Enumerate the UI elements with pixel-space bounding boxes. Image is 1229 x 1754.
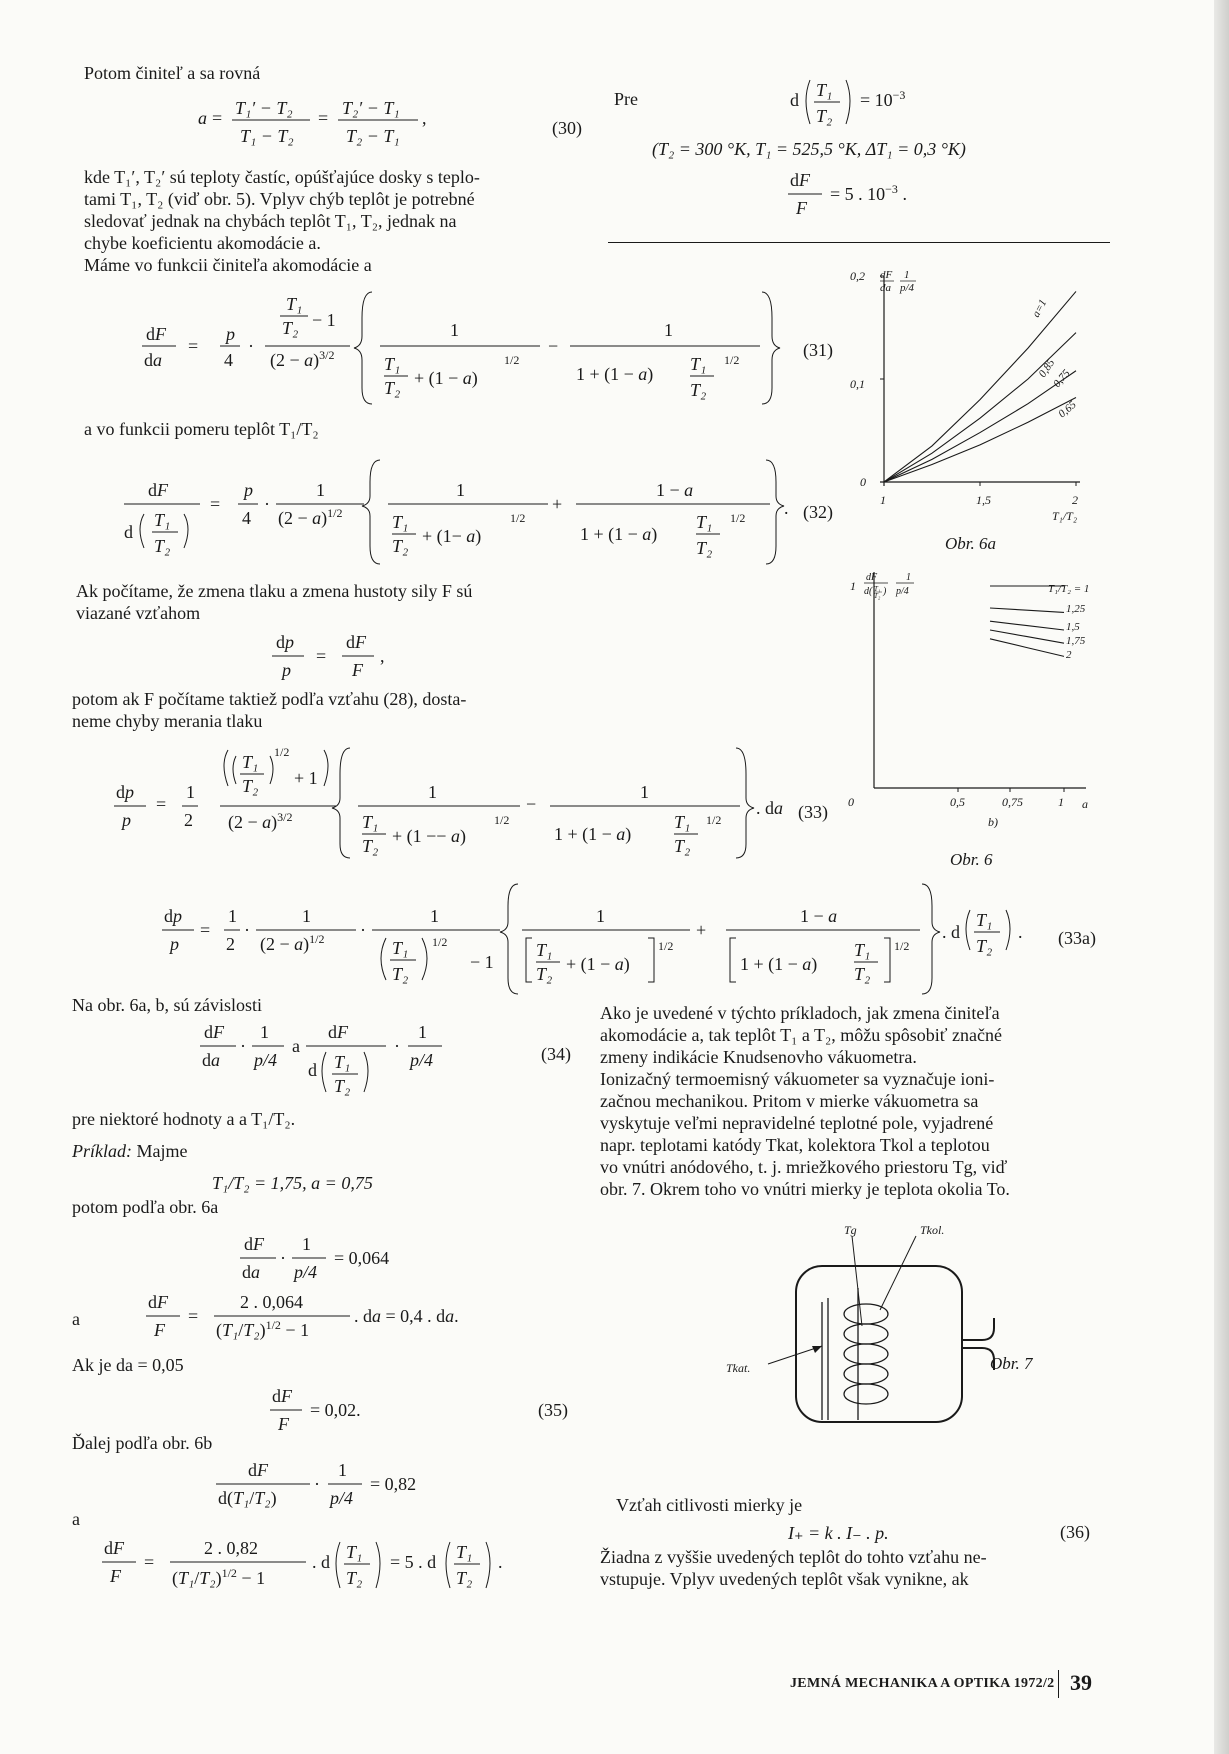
- svg-text:= 0,82: = 0,82: [370, 1474, 417, 1494]
- svg-text:dp: dp: [164, 906, 182, 926]
- svg-text:T₂: T₂: [696, 538, 713, 558]
- svg-text:T₂: T₂: [690, 380, 707, 400]
- svg-text:+ (1 − a): + (1 − a): [566, 954, 630, 974]
- fig6a-ylabel-rnum: 1: [904, 269, 910, 281]
- para-closing: Žiadna z vyššie uvedených teplôt do tohto vzťahu ne- vstupuje. Vplyv uvedených teplôt však vynikne, ak: [600, 1547, 987, 1589]
- svg-text:(2 − a)3/2: $(2 - a)^{3/2}$: [228, 810, 293, 832]
- svg-text:− 1: − 1: [312, 310, 336, 330]
- fig6a-ylabel-num: dF: [880, 269, 893, 281]
- svg-text:=: =: [316, 646, 327, 666]
- svg-text:p: p: [244, 480, 253, 500]
- para-temperatures: kde T₁′, T₂′ sú teploty častíc, opúšťajúce dosky s teplo- tami T₁, T₂ (viď obr. 5). Vplyv chýb teplôt je potrebné sledovať jednak na chybách teplôt T₁, T₂, jednak na chybe koeficientu akomodácie a. Máme vo funkcii činiteľa akomodácie a: [84, 167, 480, 275]
- eqnum-31: (31): [803, 340, 833, 360]
- fig6b-xlabel: a: [1082, 797, 1088, 811]
- para-pressure-error: potom ak F počítame taktiež podľa vzťahu (28), dosta- neme chyby merania tlaku: [72, 689, 467, 731]
- fig6a-ytick-1: 0,1: [850, 377, 865, 391]
- fig7-label-tkol: Tkol.: [920, 1223, 945, 1237]
- svg-text:1/2: 1/2: [504, 353, 520, 367]
- example-values: T₁/T₂ = 1,75, a = 0,75: [212, 1173, 373, 1193]
- eqnum-33: (33): [798, 802, 828, 822]
- svg-text:1: 1: [664, 320, 673, 340]
- svg-text:(2 − a)1/2: $(2 - a)^{1/2}$: [260, 932, 325, 954]
- svg-text:+: +: [696, 920, 707, 940]
- fig6b-curve-label-1: 1,25: [1066, 603, 1086, 615]
- svg-text:. da = 0,4 . da.: . da = 0,4 . da.: [354, 1306, 459, 1326]
- svg-text:d: d: [124, 522, 133, 542]
- svg-text:p: p: [122, 810, 131, 830]
- fig6a-xlabel: T₁/T₂: [1052, 509, 1078, 523]
- svg-text:1/2: 1/2: [510, 511, 526, 525]
- para-ratio: a vo funkcii pomeru teplôt T₁/T₂: [84, 419, 319, 439]
- svg-text:F: F: [110, 1566, 121, 1586]
- svg-text:·: ·: [244, 920, 250, 940]
- svg-text:dF: dF: [104, 1538, 124, 1558]
- svg-text:. da: . da: [756, 798, 783, 818]
- svg-text:=: =: [318, 108, 329, 128]
- equation-33: [110, 744, 830, 864]
- svg-text:T₁: T₁: [536, 940, 553, 960]
- svg-text:1: 1: [302, 906, 311, 926]
- label-pre: Pre: [614, 89, 638, 109]
- para-example: Príklad: Majme: [72, 1141, 188, 1161]
- svg-text:da: da: [202, 1050, 220, 1070]
- svg-text:·: ·: [394, 1036, 400, 1056]
- svg-text:1 − a: 1 − a: [800, 906, 838, 926]
- svg-text:d(T₁/T₂): d(T₁/T₂): [218, 1488, 277, 1508]
- svg-text:= 10−3: = $10^{-3}$: [860, 88, 906, 110]
- svg-text:dF: dF: [272, 1386, 292, 1406]
- fig6b-ylabel-rden: p/4: [896, 586, 909, 597]
- svg-text:1: 1: [450, 320, 459, 340]
- svg-text:T₂: T₂: [392, 536, 409, 556]
- svg-text:− 1: − 1: [470, 952, 494, 972]
- svg-text:T₂: T₂: [334, 1076, 351, 1096]
- svg-text:1/2: 1/2: [894, 939, 910, 953]
- svg-text:+: +: [552, 494, 563, 514]
- fig6a-series-0: [884, 291, 1076, 482]
- equation-dF-F-1: [144, 1290, 514, 1350]
- svg-text:1/2: 1/2: [724, 353, 740, 367]
- svg-text:.: .: [784, 498, 789, 518]
- svg-text:T₂: T₂: [154, 536, 171, 556]
- footer-journal: JEMNÁ MECHANIKA A OPTIKA 1972/2: [790, 1676, 1055, 1691]
- svg-text:1: 1: [338, 1460, 347, 1480]
- svg-text:dp: dp: [116, 782, 134, 802]
- equation-dT-ratio: [784, 72, 954, 132]
- svg-text:2 . 0,064: 2 . 0,064: [240, 1292, 303, 1312]
- svg-text:= 0,02.: = 0,02.: [310, 1400, 361, 1420]
- svg-text:d(: d(: [864, 586, 873, 597]
- conj-a-1: a: [72, 1309, 80, 1329]
- svg-text:(T₁/T₂)1/2 − 1: $(T_1/T_2)^{1/2} - 1$: [216, 1318, 310, 1340]
- equation-result-082: [212, 1458, 452, 1518]
- svg-text:p/4: p/4: [330, 1488, 354, 1508]
- svg-text:T₁: T₁: [854, 940, 871, 960]
- fig6a-curve-label-0: a=1: [1030, 297, 1050, 320]
- fig6a-series-3: [884, 398, 1076, 482]
- fig6a-curve-label-1: 0,85: [1036, 357, 1058, 380]
- svg-text:T₁: T₁: [674, 812, 691, 832]
- fig6b-xtick-2: 0,75: [1002, 795, 1023, 809]
- svg-text:+ (1− a): + (1− a): [422, 526, 482, 546]
- fig6b-sub: b): [988, 815, 998, 828]
- svg-text:T₂: T₂: [362, 836, 379, 856]
- svg-text:=: =: [188, 1306, 199, 1326]
- fig7-caption: Obr. 7: [990, 1354, 1033, 1373]
- fig6b-curve-label-4: 2: [1066, 649, 1072, 661]
- fig6a-series-1: [884, 333, 1076, 482]
- svg-text:·: ·: [240, 1036, 246, 1056]
- para-from-fig6b: Ďalej podľa obr. 6b: [72, 1433, 213, 1453]
- svg-text:T₂: T₂: [242, 776, 259, 796]
- svg-text:1 + (1 − a): 1 + (1 − a): [576, 364, 654, 384]
- svg-text:1 + (1 − a): 1 + (1 − a): [580, 524, 658, 544]
- fig6a-curve-label-2: 0,75: [1051, 367, 1073, 390]
- svg-text:p/4: p/4: [294, 1262, 318, 1282]
- fig7-label-tkat: Tkat.: [726, 1361, 751, 1375]
- svg-text:T₁: T₁: [362, 812, 379, 832]
- svg-text:dF: dF: [146, 324, 166, 344]
- svg-text:(2 − a)1/2: $(2 - a)^{1/2}$: [278, 506, 343, 528]
- equation-33a: [160, 880, 1030, 1000]
- svg-text:F: F: [352, 660, 363, 680]
- svg-text:1/2: 1/2: [274, 745, 290, 759]
- svg-text:1: 1: [228, 906, 237, 926]
- svg-text:dF: dF: [328, 1022, 348, 1042]
- svg-text:=: =: [144, 1552, 155, 1572]
- eqnum-33a: (33a): [1058, 928, 1096, 948]
- svg-text:= 5 . d: = 5 . d: [390, 1552, 437, 1572]
- svg-text:T₂: T₂: [384, 378, 401, 398]
- svg-text:d: d: [790, 90, 799, 110]
- svg-text:·: ·: [248, 336, 254, 356]
- fig6a-xtick-0: 1: [880, 493, 886, 507]
- fig6a-ytick-0: 0,2: [850, 269, 865, 283]
- svg-text:T₂: T₂: [282, 318, 299, 338]
- equation-30: [160, 92, 560, 162]
- equation-dF-F-result: [784, 166, 924, 222]
- svg-text:T₁: T₁: [384, 354, 401, 374]
- fig6a-ylabel-den: da: [880, 282, 891, 294]
- svg-text:a: a: [292, 1036, 300, 1056]
- fig6a-xtick-2: 2: [1072, 493, 1078, 507]
- svg-text:(2 − a)3/2: $(2 - a)^{3/2}$: [270, 348, 335, 370]
- equation-34: [196, 1020, 456, 1100]
- svg-text:F: F: [796, 198, 807, 218]
- svg-text:da: da: [144, 350, 162, 370]
- fig6b-curve-label-3: 1,75: [1066, 635, 1086, 647]
- svg-text:−: −: [548, 336, 559, 356]
- svg-text:T₂: T₂: [816, 106, 833, 126]
- fig-6a-chart: [840, 264, 1110, 524]
- svg-text:. d: . d: [942, 922, 960, 942]
- svg-text:T₁: T₁: [154, 510, 171, 530]
- fig6b-series-2: [990, 621, 1064, 630]
- svg-text:T₁ − T₂: T₁ − T₂: [240, 126, 294, 146]
- svg-text:= 5 . 10−3 .: = 5 . $10^{-3}$ .: [830, 182, 907, 204]
- svg-text:T₂: T₂: [456, 1568, 473, 1588]
- equation-32: [120, 456, 800, 576]
- svg-text:dF: dF: [244, 1234, 264, 1254]
- svg-text:4: 4: [242, 508, 251, 528]
- svg-text:=: =: [200, 920, 211, 940]
- fig6a-ylabel-rden: p/4: [900, 282, 915, 294]
- svg-text:1: 1: [186, 782, 195, 802]
- svg-text:= 0,064: = 0,064: [334, 1248, 390, 1268]
- svg-text:+ (1 − a): + (1 − a): [414, 368, 478, 388]
- svg-text:T₂: T₂: [854, 964, 871, 984]
- svg-text:1: 1: [302, 1234, 311, 1254]
- svg-text:F: F: [154, 1320, 165, 1340]
- svg-text:p: p: [282, 660, 291, 680]
- svg-text:dF: dF: [148, 1292, 168, 1312]
- svg-text:1/2: 1/2: [658, 939, 674, 953]
- svg-text:T₂′ − T₁: T₂′ − T₁: [342, 98, 400, 118]
- svg-text:T₁: T₁: [456, 1542, 473, 1562]
- conditions: (T₂ = 300 °K, T₁ = 525,5 °K, ΔT₁ = 0,3 °K): [652, 139, 966, 159]
- fig6b-series-1: [990, 608, 1064, 612]
- svg-text:4: 4: [224, 350, 233, 370]
- fig6b-xtick-3: 1: [1058, 795, 1064, 809]
- svg-text:1 + (1 − a): 1 + (1 − a): [740, 954, 818, 974]
- svg-text:+ (1 −− a): + (1 −− a): [392, 826, 466, 846]
- svg-text:1 + (1 − a): 1 + (1 − a): [554, 824, 632, 844]
- svg-text:=: =: [212, 108, 223, 128]
- page-edge: [1214, 0, 1229, 1754]
- svg-text:·: ·: [280, 1248, 286, 1268]
- svg-text:=: =: [210, 494, 221, 514]
- svg-text:d: d: [308, 1060, 317, 1080]
- svg-text:T₂: T₂: [976, 936, 993, 956]
- para-values: pre niektoré hodnoty a a T₁/T₂.: [72, 1109, 296, 1129]
- svg-text:2: 2: [226, 934, 235, 954]
- svg-text:1/2: 1/2: [706, 813, 722, 827]
- fig6b-xtick-0: 0: [848, 795, 854, 809]
- svg-text:T₁: T₁: [392, 512, 409, 532]
- fig6b-caption: Obr. 6: [950, 850, 993, 869]
- svg-text:1 − a: 1 − a: [656, 480, 694, 500]
- para-figure-ref: Na obr. 6a, b, sú závislosti: [72, 995, 262, 1015]
- para-ionization: Ako je uvedené v týchto príkladoch, jak zmena činiteľa akomodácie a, tak teplôt T₁ a T₂, môžu spôsobiť značné zmeny indikácie Knudsenovho vákuometra. Ionizačný termoemisný vákuometer sa vyznačuje ioni- začnou mechanikou. Pritom v mierke vákuometra sa vyskytuje veľmi nepravidelné teplotné pole, vyjadrené napr. teplotami katódy Tkat, kolektora Tkol a teplotou vo vnútri anódového, t. j. mriežkového priestoru Tg, viď obr. 7. Okrem toho vo vnútri mierky je teplota okolia To.: [600, 1003, 1010, 1199]
- svg-text:1: 1: [316, 480, 325, 500]
- svg-text:·: ·: [360, 920, 366, 940]
- svg-text:): ): [883, 586, 887, 597]
- svg-text:T₂: T₂: [874, 592, 881, 600]
- page-number: 39: [1070, 1670, 1092, 1695]
- svg-text:1/2: 1/2: [730, 511, 746, 525]
- svg-text:T₁: T₁: [690, 354, 707, 374]
- svg-text:dF: dF: [790, 170, 810, 190]
- svg-text:1/2: 1/2: [494, 813, 510, 827]
- fig6b-curve-label-2: 1,5: [1066, 621, 1080, 633]
- para-intro: Potom činiteľ a sa rovná: [84, 63, 261, 83]
- svg-text:2 . 0,82: 2 . 0,82: [204, 1538, 258, 1558]
- svg-text:a: a: [198, 108, 207, 128]
- svg-text:·: ·: [314, 1474, 320, 1494]
- svg-text:=: =: [156, 794, 167, 814]
- svg-text:dp: dp: [276, 632, 294, 652]
- svg-text:1/2: 1/2: [432, 935, 448, 949]
- svg-text:T₁: T₁: [346, 1542, 363, 1562]
- svg-text:T₁: T₁: [816, 80, 833, 100]
- svg-text:p/4: p/4: [410, 1050, 434, 1070]
- para-from-fig6a: potom podľa obr. 6a: [72, 1197, 219, 1217]
- svg-text:2: 2: [184, 810, 193, 830]
- svg-text:dF: dF: [148, 480, 168, 500]
- fig6a-curve-label-3: 0,65: [1056, 398, 1079, 421]
- equation-dp-dF: [270, 628, 420, 688]
- para-da: Ak je da = 0,05: [72, 1355, 184, 1375]
- svg-text:1: 1: [640, 782, 649, 802]
- svg-text:(T₁/T₂)1/2 − 1: $(T_1/T_2)^{1/2} - 1$: [172, 1566, 266, 1588]
- svg-text:+ 1: + 1: [294, 768, 318, 788]
- equation-36: I₊ = k . I₋ . p.: [788, 1523, 889, 1543]
- svg-text:T₁: T₁: [242, 752, 259, 772]
- svg-text:,: ,: [380, 646, 385, 666]
- para-sensitivity: Vzťah citlivosti mierky je: [616, 1495, 803, 1515]
- svg-text:. d: . d: [312, 1552, 330, 1572]
- svg-text:F: F: [278, 1414, 289, 1434]
- svg-text:1: 1: [418, 1022, 427, 1042]
- svg-text:T₁′ − T₂: T₁′ − T₂: [235, 98, 293, 118]
- svg-text:1: 1: [260, 1022, 269, 1042]
- eqnum-36: (36): [1060, 1522, 1090, 1542]
- svg-text:T₁: T₁: [874, 585, 881, 593]
- fig7-label-tg: Tg: [844, 1223, 857, 1237]
- svg-text:=: =: [188, 336, 199, 356]
- svg-text:·: ·: [264, 494, 270, 514]
- fig6b-ylabel-rnum: 1: [906, 572, 911, 583]
- fig-7-diagram: [720, 1222, 1090, 1432]
- svg-text:T₂: T₂: [536, 964, 553, 984]
- fig6b-ylabel-num: dF: [866, 572, 878, 583]
- svg-text:p: p: [170, 934, 179, 954]
- svg-text:T₁: T₁: [392, 938, 409, 958]
- svg-text:1: 1: [428, 782, 437, 802]
- svg-text:1: 1: [596, 906, 605, 926]
- svg-text:T₁: T₁: [334, 1052, 351, 1072]
- fig6a-ytick-2: 0: [860, 475, 866, 489]
- svg-text:dF: dF: [346, 632, 366, 652]
- fig6a-xtick-1: 1,5: [976, 493, 991, 507]
- svg-text:dF: dF: [204, 1022, 224, 1042]
- svg-text:1: 1: [456, 480, 465, 500]
- footer-divider: [1058, 1670, 1059, 1698]
- eqnum-30: (30): [552, 118, 582, 138]
- svg-text:T₂: T₂: [392, 964, 409, 984]
- equation-result-064: [236, 1232, 436, 1292]
- svg-text:p/4: p/4: [254, 1050, 278, 1070]
- eqnum-35: (35): [538, 1400, 568, 1420]
- svg-text:T₂: T₂: [674, 836, 691, 856]
- svg-text:p: p: [226, 324, 235, 344]
- svg-text:.: .: [1018, 922, 1023, 942]
- svg-text:,: ,: [422, 108, 427, 128]
- fig-6b-chart: [840, 568, 1110, 828]
- svg-text:1: 1: [430, 906, 439, 926]
- svg-text:T₁: T₁: [696, 512, 713, 532]
- conj-a-2: a: [72, 1509, 80, 1529]
- eqnum-32: (32): [803, 502, 833, 522]
- para-pressure-force: Ak počítame, že zmena tlaku a zmena hustoty sily F sú viazané vzťahom: [76, 581, 473, 623]
- fig6a-caption: Obr. 6a: [945, 534, 997, 553]
- svg-text:.: .: [498, 1552, 503, 1572]
- svg-text:−: −: [526, 794, 537, 814]
- svg-text:T₂: T₂: [346, 1568, 363, 1588]
- equation-result-002: [268, 1384, 408, 1444]
- svg-text:T₂ − T₁: T₂ − T₁: [346, 126, 400, 146]
- fig6b-xtick-1: 0,5: [950, 795, 965, 809]
- equation-dF-F-2: [100, 1528, 550, 1604]
- eqnum-34: (34): [541, 1044, 571, 1064]
- fig6b-ytick-top: 1: [850, 579, 856, 593]
- equation-31: [140, 288, 800, 418]
- fig6b-curve-label-0: T₁/T₂ = 1: [1048, 583, 1090, 595]
- svg-text:T₁: T₁: [286, 294, 303, 314]
- svg-text:dF: dF: [248, 1460, 268, 1480]
- svg-text:T₁: T₁: [976, 910, 993, 930]
- divider-line: [608, 242, 1110, 243]
- svg-text:da: da: [242, 1262, 260, 1282]
